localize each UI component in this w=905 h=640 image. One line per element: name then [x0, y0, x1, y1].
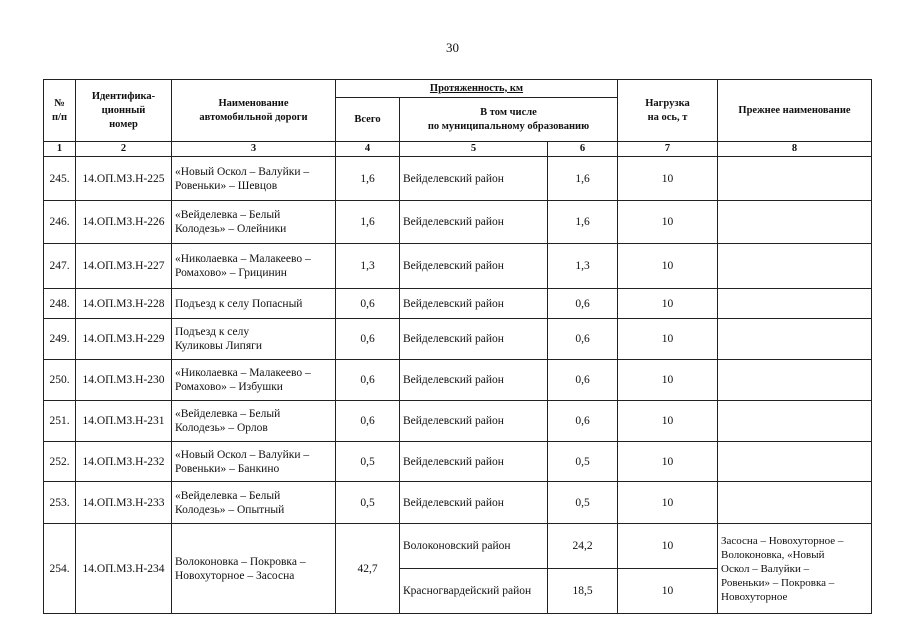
road-id: 14.ОП.МЗ.Н-231 — [76, 401, 172, 442]
previous-name — [718, 482, 872, 524]
row-number: 254. — [44, 524, 76, 614]
column-number: 4 — [336, 142, 400, 157]
district: Вейделевский район — [400, 244, 548, 289]
axle-load: 10 — [618, 482, 718, 524]
district: Вейделевский район — [400, 157, 548, 201]
axle-load: 10 — [618, 524, 718, 569]
previous-name — [718, 244, 872, 289]
road-name: Подъезд к селу Попасный — [172, 289, 336, 319]
previous-name — [718, 442, 872, 482]
district-length: 0,6 — [548, 319, 618, 360]
road-name: «Вейделевка – Белый Колодезь» – Опытный — [172, 482, 336, 524]
district-length: 0,6 — [548, 401, 618, 442]
district-length: 0,5 — [548, 442, 618, 482]
header-id: Идентифика- ционный номер — [76, 80, 172, 142]
district: Вейделевский район — [400, 201, 548, 244]
table-row — [44, 157, 872, 201]
district-length: 24,2 — [548, 524, 618, 569]
header-num: № п/п — [44, 80, 76, 142]
column-number: 5 — [400, 142, 548, 157]
total-length: 1,6 — [336, 201, 400, 244]
header-row-1 — [44, 80, 872, 98]
road-id: 14.ОП.МЗ.Н-232 — [76, 442, 172, 482]
table-row — [44, 401, 872, 442]
district-length: 0,6 — [548, 360, 618, 401]
district: Вейделевский район — [400, 442, 548, 482]
road-name: «Николаевка – Малакеево – Ромахово» – Грицинин — [172, 244, 336, 289]
total-length: 0,5 — [336, 482, 400, 524]
previous-name — [718, 289, 872, 319]
total-length: 1,3 — [336, 244, 400, 289]
row-number: 247. — [44, 244, 76, 289]
axle-load: 10 — [618, 157, 718, 201]
row-number: 246. — [44, 201, 76, 244]
row-number: 253. — [44, 482, 76, 524]
header-load: Нагрузка на ось, т — [618, 80, 718, 142]
table-row — [44, 244, 872, 289]
total-length: 0,5 — [336, 442, 400, 482]
road-id: 14.ОП.МЗ.Н-234 — [76, 524, 172, 614]
axle-load: 10 — [618, 569, 718, 614]
road-id: 14.ОП.МЗ.Н-229 — [76, 319, 172, 360]
axle-load: 10 — [618, 442, 718, 482]
previous-name — [718, 319, 872, 360]
road-name: Подъезд к селу Куликовы Липяги — [172, 319, 336, 360]
table-row — [44, 201, 872, 244]
district: Вейделевский район — [400, 482, 548, 524]
axle-load: 10 — [618, 289, 718, 319]
header-road-name: Наименование автомобильной дороги — [172, 80, 336, 142]
table-row — [44, 524, 872, 569]
row-number: 252. — [44, 442, 76, 482]
header-length-group: Протяженность, км — [336, 80, 618, 98]
district-length: 0,5 — [548, 482, 618, 524]
column-number: 7 — [618, 142, 718, 157]
district-length: 1,3 — [548, 244, 618, 289]
table-row — [44, 289, 872, 319]
column-numbers-row — [44, 142, 872, 157]
district: Красногвардейский район — [400, 569, 548, 614]
row-number: 245. — [44, 157, 76, 201]
district: Вейделевский район — [400, 289, 548, 319]
road-id: 14.ОП.МЗ.Н-225 — [76, 157, 172, 201]
row-number: 249. — [44, 319, 76, 360]
previous-name — [718, 401, 872, 442]
table-row — [44, 482, 872, 524]
district-length: 1,6 — [548, 201, 618, 244]
district: Вейделевский район — [400, 360, 548, 401]
district: Вейделевский район — [400, 319, 548, 360]
road-name: Волоконовка – Покровка – Новохуторное – Засосна — [172, 524, 336, 614]
road-id: 14.ОП.МЗ.Н-227 — [76, 244, 172, 289]
total-length: 0,6 — [336, 289, 400, 319]
table-row — [44, 442, 872, 482]
table-row — [44, 319, 872, 360]
row-number: 248. — [44, 289, 76, 319]
district-length: 18,5 — [548, 569, 618, 614]
column-number: 8 — [718, 142, 872, 157]
column-number: 6 — [548, 142, 618, 157]
axle-load: 10 — [618, 201, 718, 244]
previous-name — [718, 360, 872, 401]
previous-name: Засосна – Новохуторное – Волоконовка, «Новый Оскол – Валуйки – Ровеньки» – Покровка – Новохуторное — [718, 524, 872, 614]
column-number: 1 — [44, 142, 76, 157]
road-id: 14.ОП.МЗ.Н-233 — [76, 482, 172, 524]
road-name: «Николаевка – Малакеево – Ромахово» – Избушки — [172, 360, 336, 401]
road-name: «Новый Оскол – Валуйки – Ровеньки» – Шевцов — [172, 157, 336, 201]
column-number: 3 — [172, 142, 336, 157]
axle-load: 10 — [618, 244, 718, 289]
header-total: Всего — [336, 98, 400, 142]
row-number: 251. — [44, 401, 76, 442]
road-id: 14.ОП.МЗ.Н-226 — [76, 201, 172, 244]
total-length: 42,7 — [336, 524, 400, 614]
district: Волоконовский район — [400, 524, 548, 569]
page-number: 30 — [446, 40, 459, 55]
total-length: 0,6 — [336, 401, 400, 442]
table-row — [44, 360, 872, 401]
district: Вейделевский район — [400, 401, 548, 442]
road-name: «Вейделевка – Белый Колодезь» – Олейники — [172, 201, 336, 244]
road-name: «Новый Оскол – Валуйки – Ровеньки» – Банкино — [172, 442, 336, 482]
axle-load: 10 — [618, 360, 718, 401]
road-id: 14.ОП.МЗ.Н-230 — [76, 360, 172, 401]
previous-name — [718, 157, 872, 201]
total-length: 0,6 — [336, 319, 400, 360]
header-previous-name: Прежнее наименование — [718, 80, 872, 142]
axle-load: 10 — [618, 319, 718, 360]
column-number: 2 — [76, 142, 172, 157]
previous-name — [718, 201, 872, 244]
district-length: 1,6 — [548, 157, 618, 201]
district-length: 0,6 — [548, 289, 618, 319]
roads-table — [43, 79, 872, 614]
header-by-municipality: В том числе по муниципальному образованию — [400, 98, 618, 142]
row-number: 250. — [44, 360, 76, 401]
axle-load: 10 — [618, 401, 718, 442]
road-name: «Вейделевка – Белый Колодезь» – Орлов — [172, 401, 336, 442]
total-length: 0,6 — [336, 360, 400, 401]
road-id: 14.ОП.МЗ.Н-228 — [76, 289, 172, 319]
total-length: 1,6 — [336, 157, 400, 201]
